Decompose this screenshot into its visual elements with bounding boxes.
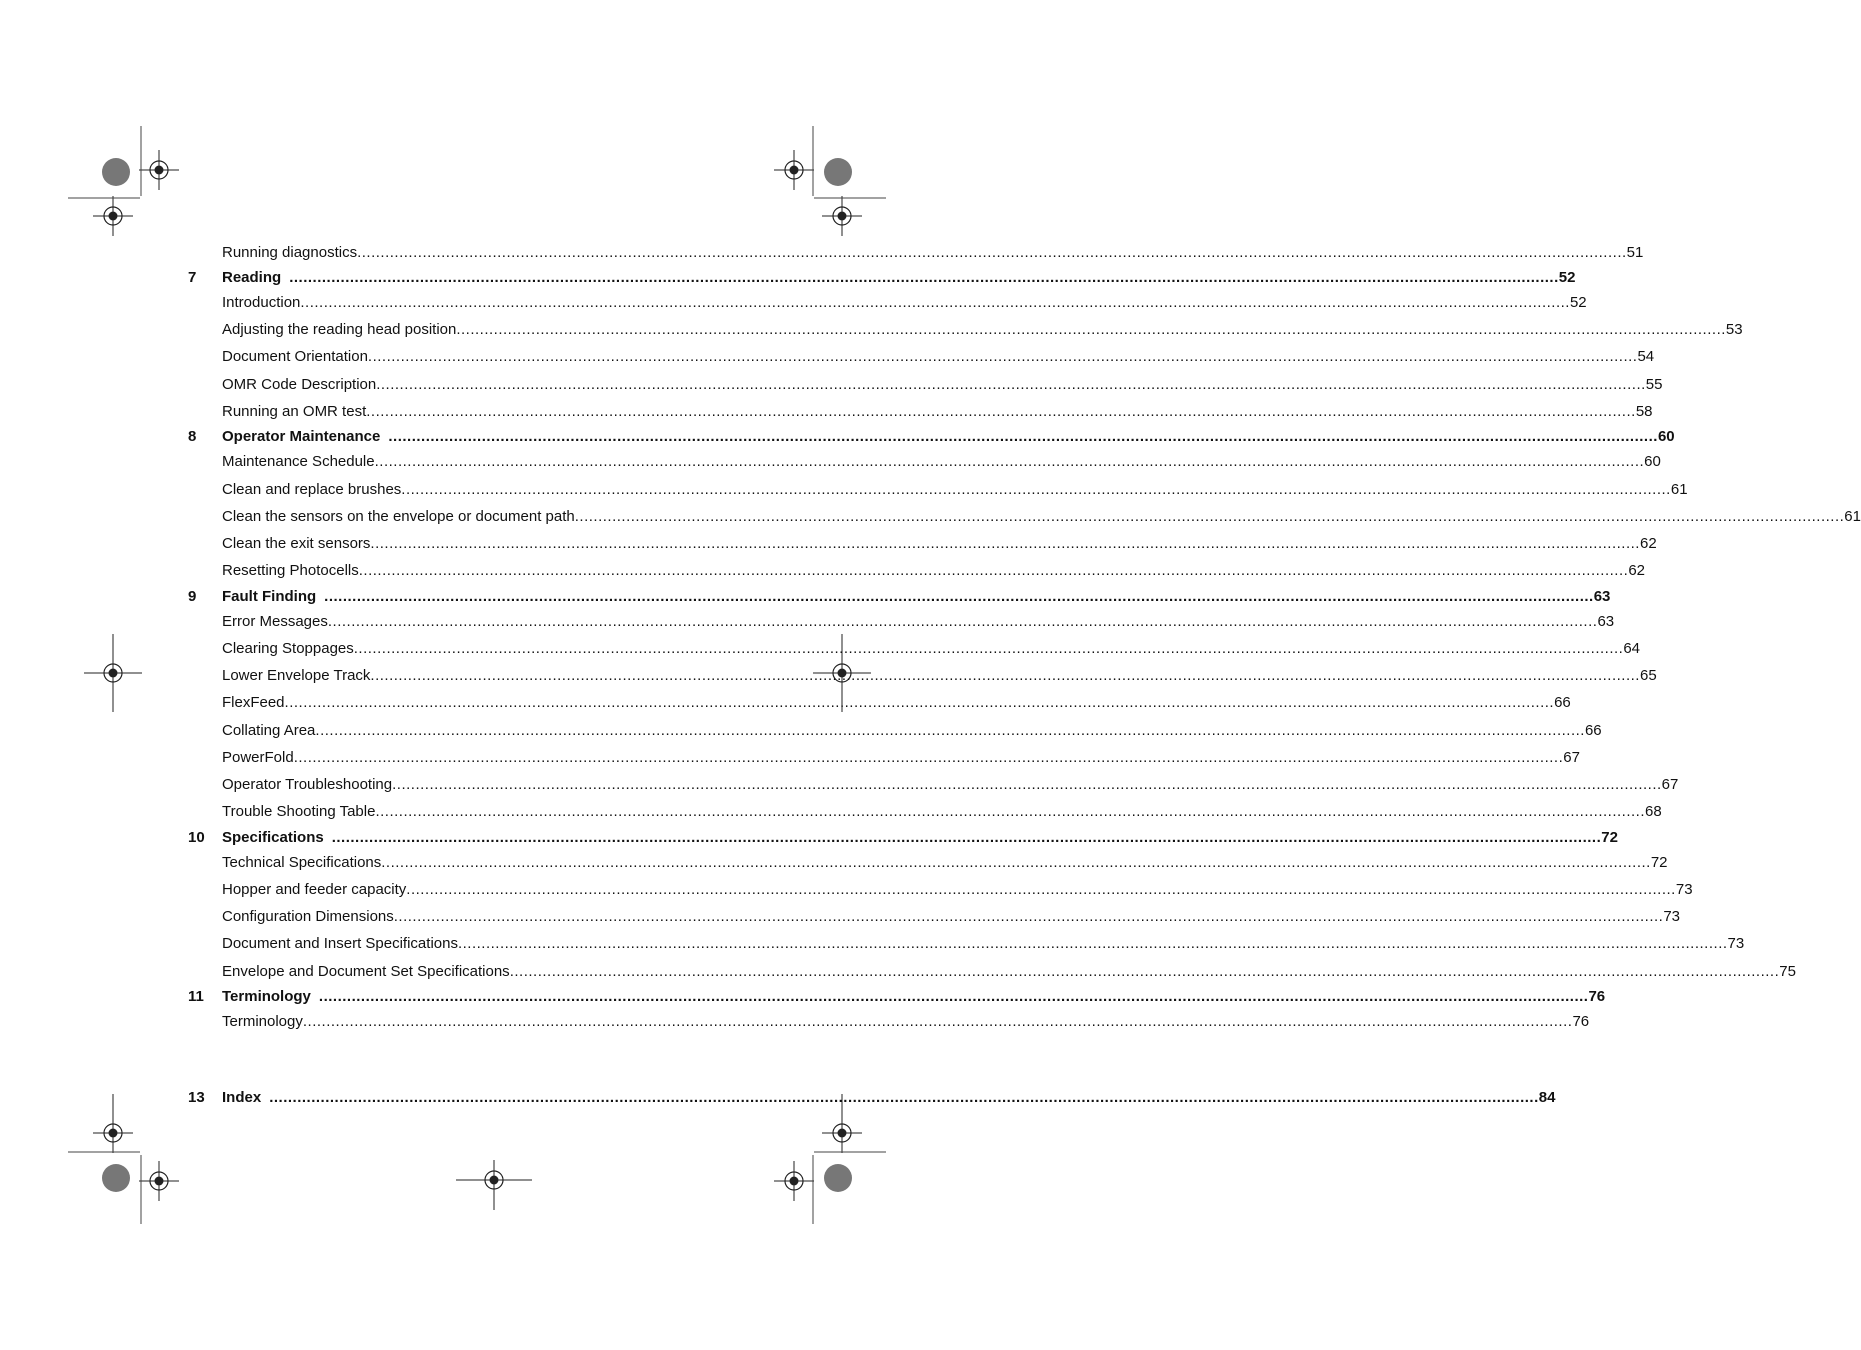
toc-page-number: 51 bbox=[1626, 244, 1644, 261]
toc-entry-title: Running diagnostics bbox=[222, 244, 358, 261]
toc-entry-title: OMR Code Description bbox=[222, 376, 377, 393]
toc-page-number: 76 bbox=[1572, 1013, 1590, 1030]
toc-leader-dots: ................................................................................................................................................................................................................................................................................ bbox=[381, 854, 1651, 871]
toc-page-number: 54 bbox=[1637, 348, 1655, 365]
toc-leader-dots: ................................................................................................................................................................................................................................................................................ bbox=[353, 640, 1624, 657]
toc-entry-row[interactable] bbox=[188, 452, 1661, 472]
toc-page-number: 60 bbox=[1657, 428, 1675, 445]
toc-page-number: 65 bbox=[1639, 667, 1657, 684]
toc-entry-title: Fault Finding bbox=[222, 588, 317, 605]
toc-entry-row[interactable] bbox=[188, 561, 1645, 581]
toc-chapter-number: 8 bbox=[188, 428, 197, 445]
toc-leader-dots: ................................................................................................................................................................................................................................................................................ bbox=[370, 535, 1640, 552]
toc-entry-row[interactable] bbox=[188, 802, 1662, 822]
toc-leader-dots: ................................................................................................................................................................................................................................................................................ bbox=[574, 508, 1845, 525]
toc-chapter-row[interactable] bbox=[188, 268, 1576, 288]
toc-page-number: 53 bbox=[1725, 321, 1743, 338]
toc-leader-dots: ................................................................................................................................................................................................................................................................................ bbox=[318, 988, 1589, 1005]
toc-page-number: 62 bbox=[1628, 562, 1645, 579]
toc-leader-dots: ................................................................................................................................................................................................................................................................................ bbox=[374, 453, 1645, 470]
toc-entry-title: Envelope and Document Set Specifications bbox=[222, 963, 510, 980]
toc-leader-dots: ................................................................................................................................................................................................................................................................................ bbox=[331, 829, 1602, 846]
toc-entry-row[interactable] bbox=[188, 693, 1571, 713]
toc-page-number: 62 bbox=[1639, 535, 1657, 552]
toc-entry-row[interactable] bbox=[188, 534, 1657, 554]
toc-page-number: 84 bbox=[1538, 1089, 1556, 1106]
toc-page-number: 75 bbox=[1779, 963, 1796, 980]
toc-leader-dots: ................................................................................................................................................................................................................................................................................ bbox=[406, 881, 1676, 898]
toc-chapter-number: 7 bbox=[188, 269, 197, 286]
toc-entry-row[interactable] bbox=[188, 320, 1743, 340]
toc-entry-row[interactable] bbox=[188, 907, 1681, 927]
toc-page-number: 64 bbox=[1623, 640, 1641, 657]
toc-entry-title: Reading bbox=[222, 269, 282, 286]
toc-leader-dots: ................................................................................................................................................................................................................................................................................ bbox=[300, 294, 1570, 311]
toc-page-number: 66 bbox=[1554, 694, 1571, 711]
toc-entry-row[interactable] bbox=[188, 748, 1580, 768]
toc-chapter-row[interactable] bbox=[188, 587, 1611, 607]
toc-leader-dots: ................................................................................................................................................................................................................................................................................ bbox=[456, 321, 1726, 338]
toc-page-number: 66 bbox=[1584, 722, 1602, 739]
toc-page-number: 58 bbox=[1635, 403, 1653, 420]
toc-entry-title: Configuration Dimensions bbox=[222, 908, 394, 925]
toc-entry-title: Adjusting the reading head position bbox=[222, 321, 457, 338]
toc-page-number: 63 bbox=[1593, 588, 1611, 605]
toc-leader-dots: ................................................................................................................................................................................................................................................................................ bbox=[376, 376, 1646, 393]
toc-entry-title: Operator Maintenance bbox=[222, 428, 381, 445]
toc-page-number: 52 bbox=[1569, 294, 1587, 311]
toc-leader-dots: ................................................................................................................................................................................................................................................................................ bbox=[375, 803, 1646, 820]
toc-entry-title: FlexFeed bbox=[222, 694, 285, 711]
toc-entry-row[interactable] bbox=[188, 507, 1861, 527]
toc-page-number: 73 bbox=[1663, 908, 1681, 925]
toc-entry-title: Resetting Photocells bbox=[222, 562, 359, 579]
toc-leader-dots: ................................................................................................................................................................................................................................................................................ bbox=[366, 403, 1636, 420]
toc-entry-title: Hopper and feeder capacity bbox=[222, 881, 407, 898]
toc-leader-dots: ................................................................................................................................................................................................................................................................................ bbox=[289, 269, 1559, 286]
toc-leader-dots: ................................................................................................................................................................................................................................................................................ bbox=[370, 667, 1640, 684]
toc-page-number: 60 bbox=[1644, 453, 1661, 470]
toc-entry-title: Introduction bbox=[222, 294, 301, 311]
toc-entry-row[interactable] bbox=[188, 1012, 1590, 1032]
toc-entry-row[interactable] bbox=[188, 934, 1745, 954]
toc-leader-dots: ................................................................................................................................................................................................................................................................................ bbox=[509, 963, 1780, 980]
toc-entry-row[interactable] bbox=[188, 612, 1615, 632]
toc-entry-title: Clean the sensors on the envelope or document path bbox=[222, 508, 575, 525]
toc-chapter-number: 9 bbox=[188, 588, 197, 605]
toc-leader-dots: ................................................................................................................................................................................................................................................................................ bbox=[457, 935, 1728, 952]
toc-entry-row[interactable] bbox=[188, 721, 1602, 741]
toc-entry-row[interactable] bbox=[188, 962, 1796, 982]
toc-entry-title: Terminology bbox=[222, 1013, 303, 1030]
toc-chapter-row[interactable] bbox=[188, 987, 1606, 1007]
toc-page-number: 76 bbox=[1588, 988, 1606, 1005]
toc-page-number: 52 bbox=[1558, 269, 1576, 286]
toc-entry-title: Clean and replace brushes bbox=[222, 481, 402, 498]
toc-leader-dots: ................................................................................................................................................................................................................................................................................ bbox=[401, 481, 1671, 498]
toc-entry-title: Document and Insert Specifications bbox=[222, 935, 458, 952]
toc-leader-dots: ................................................................................................................................................................................................................................................................................ bbox=[302, 1013, 1573, 1030]
toc-entry-title: Maintenance Schedule bbox=[222, 453, 375, 470]
toc-entry-title: Collating Area bbox=[222, 722, 316, 739]
toc-entry-title: Document Orientation bbox=[222, 348, 368, 365]
toc-leader-dots: ................................................................................................................................................................................................................................................................................ bbox=[293, 749, 1564, 766]
toc-chapter-number: 10 bbox=[188, 829, 205, 846]
toc-entry-title: Trouble Shooting Table bbox=[222, 803, 376, 820]
toc-chapter-row[interactable] bbox=[188, 1088, 1556, 1108]
toc-entry-row[interactable] bbox=[188, 347, 1655, 367]
toc-page-number: 73 bbox=[1727, 935, 1745, 952]
toc-chapter-number: 11 bbox=[188, 988, 204, 1005]
toc-leader-dots: ................................................................................................................................................................................................................................................................................ bbox=[269, 1089, 1539, 1106]
toc-page-number: 68 bbox=[1645, 803, 1662, 820]
toc-entry-title: Clearing Stoppages bbox=[222, 640, 354, 657]
toc-entry-title: Running an OMR test bbox=[222, 403, 367, 420]
toc-leader-dots: ................................................................................................................................................................................................................................................................................ bbox=[367, 348, 1638, 365]
toc-entry-row[interactable] bbox=[188, 853, 1668, 873]
toc-entry-title: Clean the exit sensors bbox=[222, 535, 371, 552]
toc-leader-dots: ................................................................................................................................................................................................................................................................................ bbox=[324, 588, 1594, 605]
toc-entry-title: Index bbox=[222, 1089, 262, 1106]
toc-leader-dots: ................................................................................................................................................................................................................................................................................ bbox=[393, 908, 1664, 925]
toc-chapter-number: 13 bbox=[188, 1089, 205, 1106]
toc-entry-title: PowerFold bbox=[222, 749, 294, 766]
toc-page-number: 61 bbox=[1670, 481, 1688, 498]
toc-entry-row[interactable] bbox=[188, 402, 1653, 422]
toc-leader-dots: ................................................................................................................................................................................................................................................................................ bbox=[392, 776, 1662, 793]
toc-entry-row[interactable] bbox=[188, 639, 1641, 659]
toc-entry-row[interactable] bbox=[188, 243, 1644, 263]
toc-entry-title: Terminology bbox=[222, 988, 311, 1005]
toc-page-number: 72 bbox=[1650, 854, 1668, 871]
toc-leader-dots: ................................................................................................................................................................................................................................................................................ bbox=[284, 694, 1555, 711]
toc-page-number: 73 bbox=[1675, 881, 1693, 898]
toc-entry-title: Technical Specifications bbox=[222, 854, 382, 871]
toc-leader-dots: ................................................................................................................................................................................................................................................................................ bbox=[358, 562, 1629, 579]
toc-entry-row[interactable] bbox=[188, 666, 1657, 686]
toc-page-number: 55 bbox=[1645, 376, 1663, 393]
toc-page-number: 61 bbox=[1844, 508, 1861, 525]
toc-entry-title: Lower Envelope Track bbox=[222, 667, 371, 684]
toc-leader-dots: ................................................................................................................................................................................................................................................................................ bbox=[327, 613, 1598, 630]
toc-leader-dots: ................................................................................................................................................................................................................................................................................ bbox=[315, 722, 1585, 739]
toc-entry-title: Specifications bbox=[222, 829, 324, 846]
toc-entry-title: Error Messages bbox=[222, 613, 328, 630]
toc-leader-dots: ................................................................................................................................................................................................................................................................................ bbox=[388, 428, 1658, 445]
toc-page-number: 63 bbox=[1597, 613, 1615, 630]
toc-entry-row[interactable] bbox=[188, 293, 1587, 313]
toc-chapter-row[interactable] bbox=[188, 427, 1675, 447]
toc-entry-row[interactable] bbox=[188, 480, 1688, 500]
toc-chapter-row[interactable] bbox=[188, 828, 1618, 848]
toc-page-number: 72 bbox=[1601, 829, 1618, 846]
toc-page-number: 67 bbox=[1563, 749, 1580, 766]
toc-leader-dots: ................................................................................................................................................................................................................................................................................ bbox=[357, 244, 1627, 261]
toc-entry-row[interactable] bbox=[188, 775, 1679, 795]
toc-entry-row[interactable] bbox=[188, 880, 1693, 900]
toc-entry-row[interactable] bbox=[188, 375, 1663, 395]
toc-page-number: 67 bbox=[1661, 776, 1679, 793]
toc-entry-title: Operator Troubleshooting bbox=[222, 776, 393, 793]
